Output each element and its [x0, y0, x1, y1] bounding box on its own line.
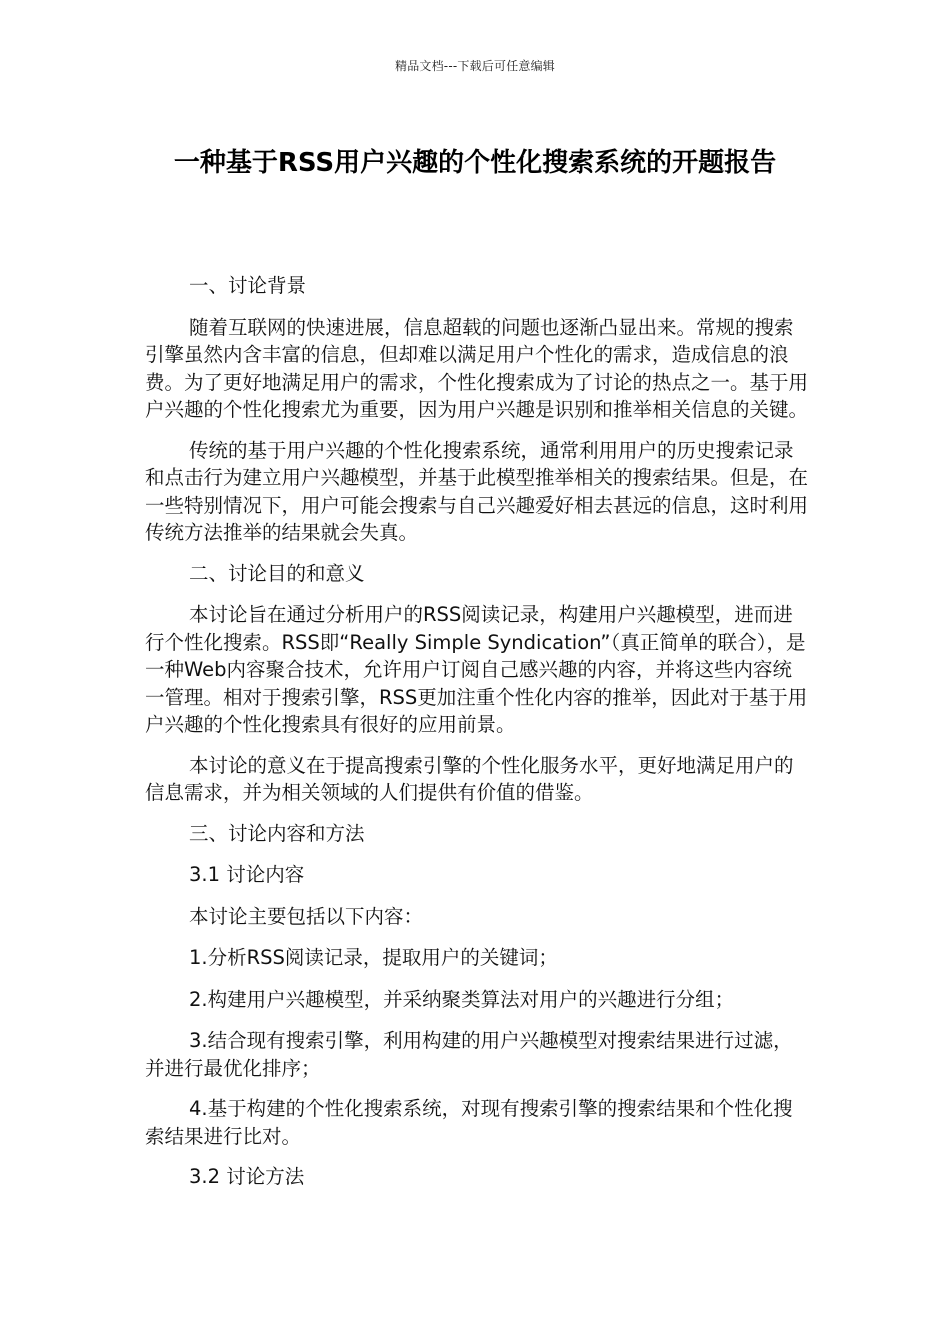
document-body — [145, 272, 810, 1205]
list-item-1: 1.分析RSS阅读记录，提取用户的关键词； — [189, 946, 558, 969]
section-3-1-intro: 本讨论主要包括以下内容： — [189, 904, 424, 928]
page-header: 精品文档---下载后可任意编辑 — [395, 59, 555, 73]
section-3-1-heading: 3.1 讨论内容 — [189, 863, 305, 886]
section-2-paragraph-2: 本讨论的意义在于提高搜索引擎的个性化服务水平，更好地满足用户的信息需求，并为相关领域的人们提供有价值的借鉴。 — [145, 753, 794, 804]
section-2-paragraph-1: 本讨论旨在通过分析用户的RSS阅读记录，构建用户兴趣模型，进而进行个性化搜索。RSS即“Really Simple Syndication”（真正简单的联合），是一种Web内容聚合技术，允许用户订阅自己感兴趣的内容，并将这些内容统一管理。相对于搜索引擎，RSS更加注重个性化内容的推举，因此对于基于用户兴趣的个性化搜索具有很好的应用前景。 — [145, 603, 808, 736]
section-3-heading: 三、讨论内容和方法 — [189, 821, 365, 845]
list-item-3: 3.结合现有搜索引擎，利用构建的用户兴趣模型对搜索结果进行过滤，并进行最优化排序； — [145, 1029, 793, 1080]
section-1-heading: 一、讨论背景 — [189, 274, 307, 297]
list-item-4: 4.基于构建的个性化搜索系统，对现有搜索引擎的搜索结果和个性化搜索结果进行比对。 — [145, 1097, 793, 1148]
document-title: 一种基于RSS用户兴趣的个性化搜索系统的开题报告 — [173, 148, 777, 178]
section-2-heading: 二、讨论目的和意义 — [189, 561, 365, 585]
list-item-2: 2.构建用户兴趣模型，并采纳聚类算法对用户的兴趣进行分组； — [189, 987, 735, 1011]
section-1-paragraph-2: 传统的基于用户兴趣的个性化搜索系统，通常利用用户的历史搜索记录和点击行为建立用户兴趣模型，并基于此模型推举相关的搜索结果。但是，在一些特别情况下，用户可能会搜索与自己兴趣爱好相去甚远的信息，这时利用传统方法推举的结果就会失真。 — [145, 438, 809, 544]
section-3-2-heading: 3.2 讨论方法 — [189, 1165, 305, 1188]
section-1-paragraph-1: 随着互联网的快速进展，信息超载的问题也逐渐凸显出来。常规的搜索引擎虽然内含丰富的信息，但却难以满足用户个性化的需求，造成信息的浪费。为了更好地满足用户的需求，个性化搜索成为了讨论的热点之一。基于用户兴趣的个性化搜索尤为重要，因为用户兴趣是识别和推举相关信息的关键。 — [145, 315, 809, 421]
